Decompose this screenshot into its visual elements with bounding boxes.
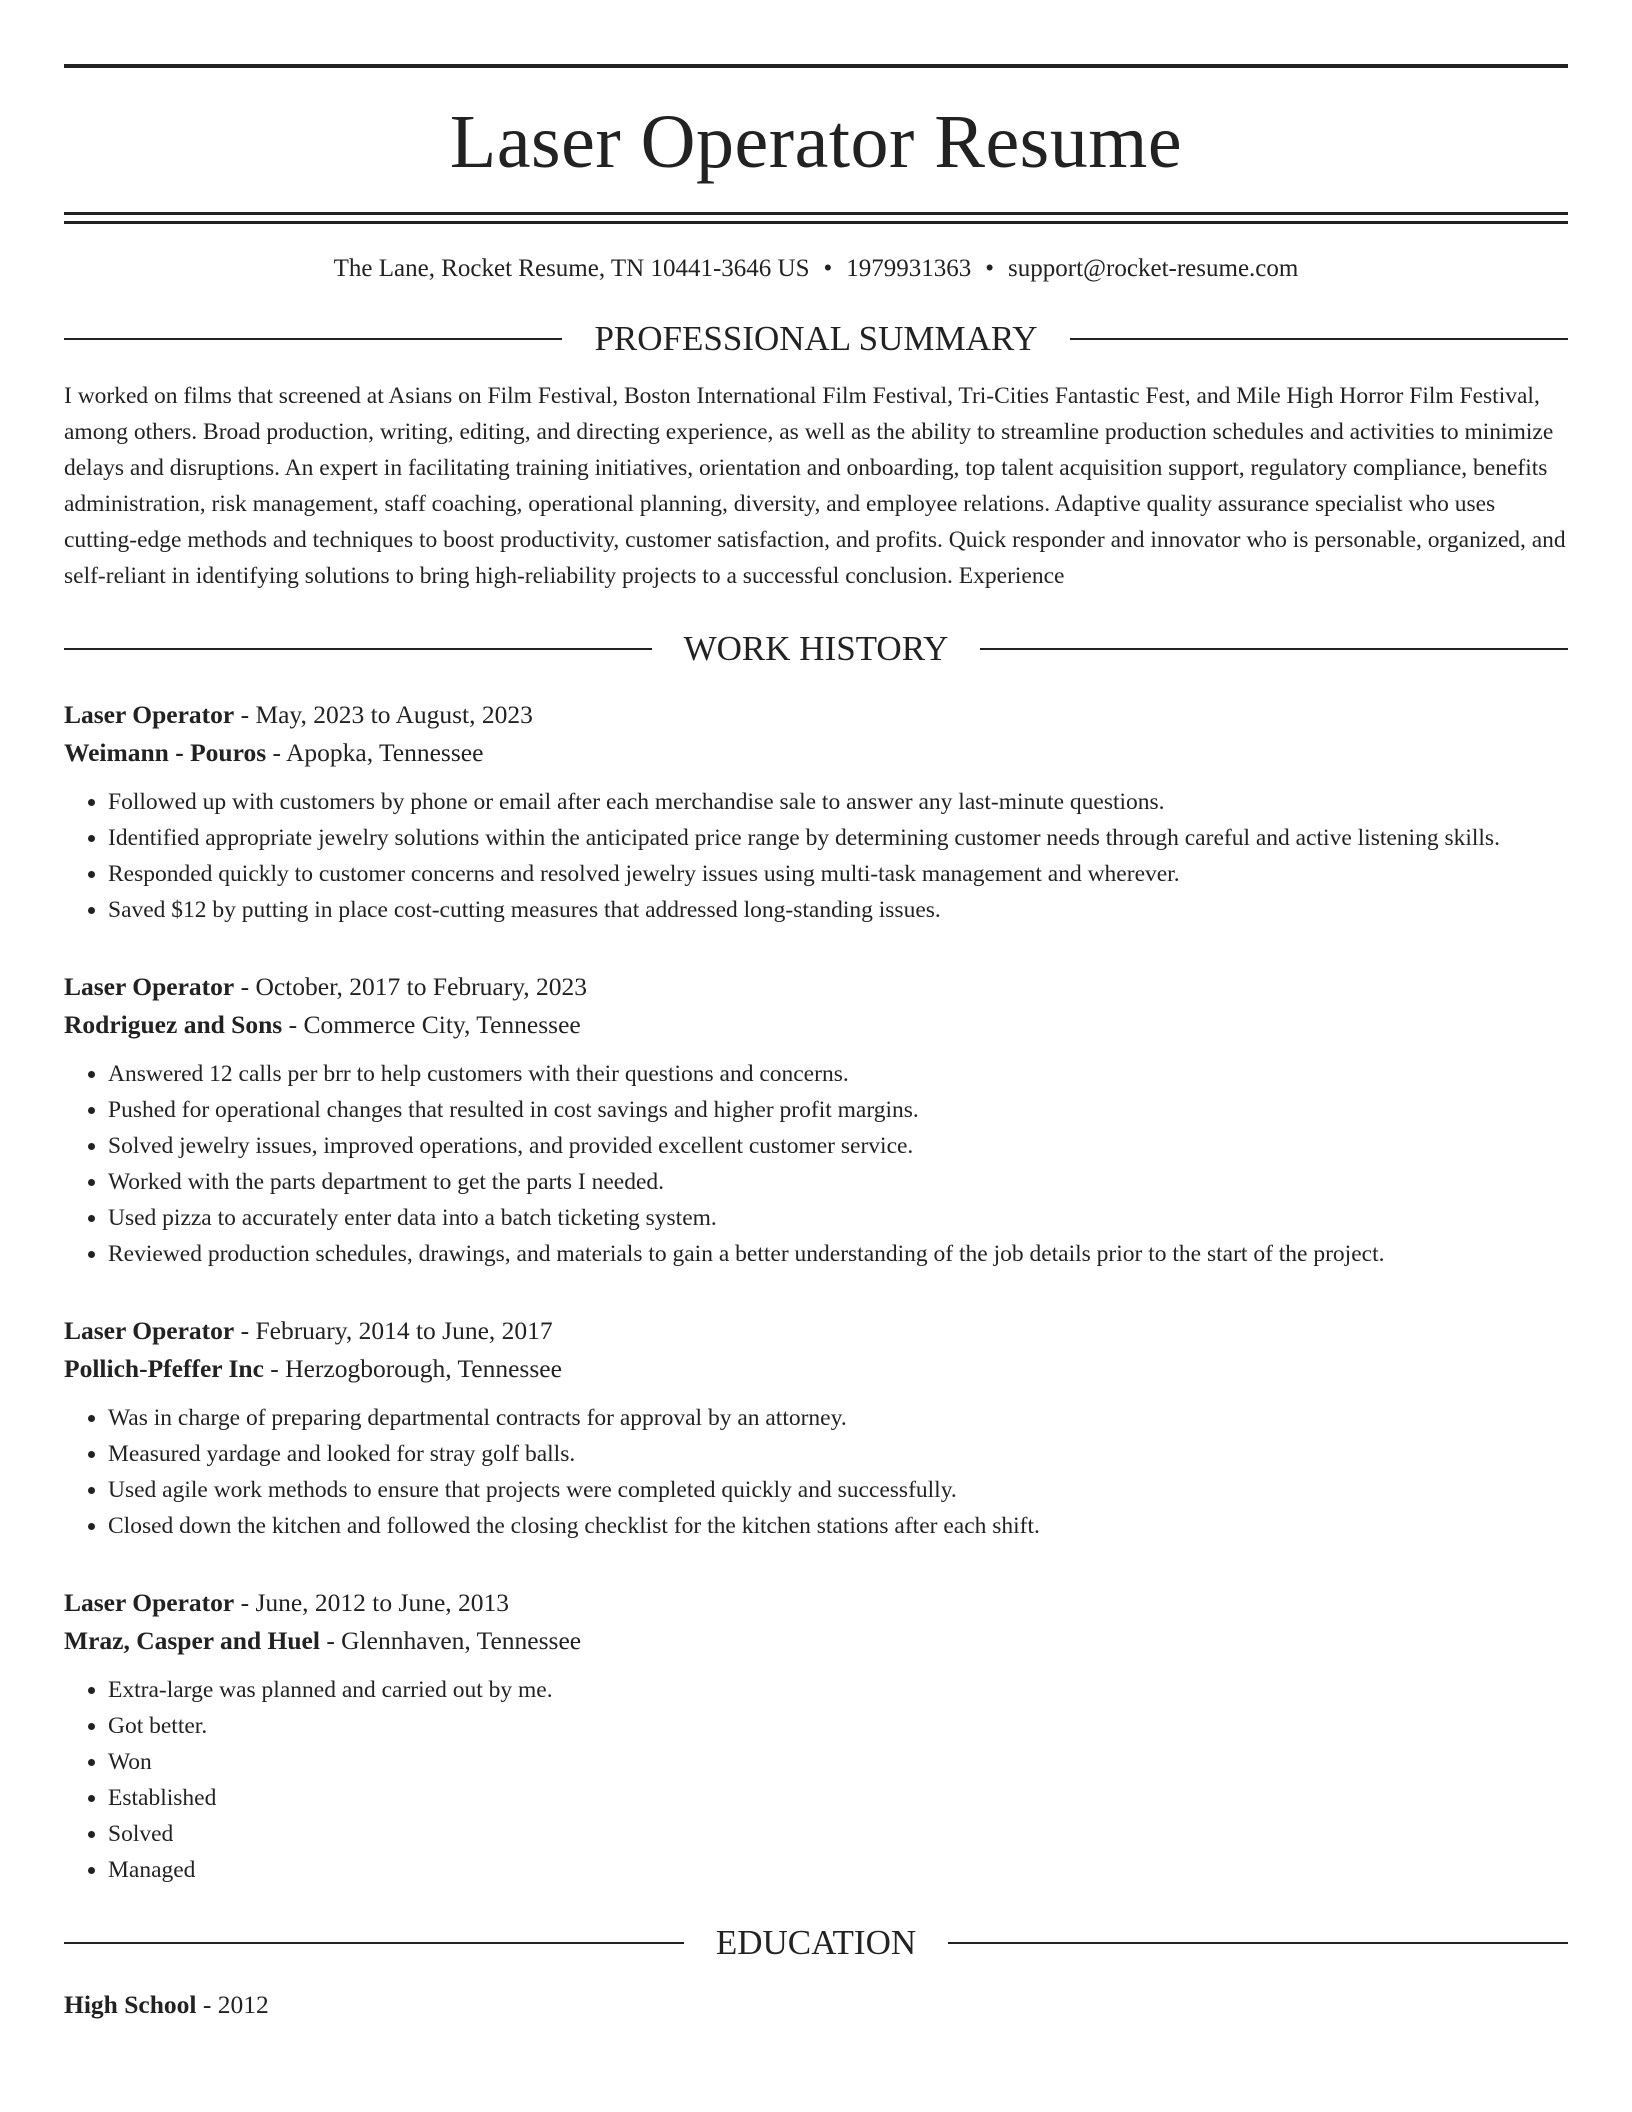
divider-line xyxy=(64,648,652,650)
job-bullet: • Established xyxy=(108,1780,1568,1816)
job-company: Weimann - Pouros xyxy=(64,738,267,767)
work-heading-row xyxy=(64,628,1568,670)
job-dates: - June, 2012 to June, 2013 xyxy=(234,1588,510,1617)
job-bullet: • Measured yardage and looked for stray golf balls. xyxy=(108,1436,1568,1472)
contact-address: The Lane, Rocket Resume, TN 10441-3646 US xyxy=(333,255,810,282)
job-title-line xyxy=(64,968,1568,1006)
job-bullet: • Was in charge of preparing departmental contracts for approval by an attorney. xyxy=(108,1400,1568,1436)
job-bullet: • Reviewed production schedules, drawings, and materials to gain a better understanding of the job details prior to the start of the project. xyxy=(108,1236,1568,1272)
job-title: Laser Operator xyxy=(64,700,235,729)
contact-email: support@rocket-resume.com xyxy=(1008,255,1299,282)
job-bullet: • Pushed for operational changes that resulted in cost savings and higher profit margins. xyxy=(108,1092,1568,1128)
job-bullet: • Got better. xyxy=(108,1708,1568,1744)
education-degree: High School xyxy=(64,1990,197,2019)
job-entry xyxy=(64,696,1568,928)
job-bullet: • Saved $12 by putting in place cost-cutting measures that addressed long-standing issues. xyxy=(108,892,1568,928)
contact-separator: • xyxy=(823,255,833,282)
job-bullet-list xyxy=(64,1400,1568,1544)
job-title: Laser Operator xyxy=(64,1316,235,1345)
job-bullet: • Answered 12 calls per brr to help customers with their questions and concerns. xyxy=(108,1056,1568,1092)
job-dates: - May, 2023 to August, 2023 xyxy=(234,700,533,729)
divider-line xyxy=(980,648,1568,650)
job-bullet: • Extra-large was planned and carried out by me. xyxy=(108,1672,1568,1708)
job-bullet: • Solved xyxy=(108,1816,1568,1852)
resume-page xyxy=(64,0,1568,2024)
job-entry xyxy=(64,1312,1568,1544)
contact-line xyxy=(64,254,1568,284)
job-bullet-list xyxy=(64,784,1568,928)
job-company-line xyxy=(64,1622,1568,1660)
job-bullet: • Used pizza to accurately enter data into a batch ticketing system. xyxy=(108,1200,1568,1236)
job-title-line xyxy=(64,1584,1568,1622)
job-company-line xyxy=(64,1006,1568,1044)
contact-separator: • xyxy=(985,255,995,282)
divider-line xyxy=(1070,338,1568,340)
job-bullet-list xyxy=(64,1056,1568,1272)
divider-line xyxy=(64,1942,684,1944)
work-heading: WORK HISTORY xyxy=(683,629,949,668)
job-bullet: • Identified appropriate jewelry solutions within the anticipated price range by determining customer needs through careful and active listening skills. xyxy=(108,820,1568,856)
job-location: - Herzogborough, Tennessee xyxy=(263,1354,562,1383)
job-dates: - February, 2014 to June, 2017 xyxy=(234,1316,553,1345)
job-entry xyxy=(64,1584,1568,1888)
job-entry xyxy=(64,968,1568,1272)
job-bullet: • Closed down the kitchen and followed the closing checklist for the kitchen stations after each shift. xyxy=(108,1508,1568,1544)
job-location: - Glennhaven, Tennessee xyxy=(319,1626,582,1655)
divider-line xyxy=(64,338,562,340)
job-bullet-list xyxy=(64,1672,1568,1888)
job-company: Rodriguez and Sons xyxy=(64,1010,283,1039)
job-bullet: • Won xyxy=(108,1744,1568,1780)
work-history-list xyxy=(64,696,1568,1888)
summary-heading-row xyxy=(64,318,1568,360)
job-company: Pollich-Pfeffer Inc xyxy=(64,1354,264,1383)
job-company: Mraz, Casper and Huel xyxy=(64,1626,320,1655)
job-bullet: • Worked with the parts department to get the parts I needed. xyxy=(108,1164,1568,1200)
job-bullet: • Responded quickly to customer concerns and resolved jewelry issues using multi-task management and wherever. xyxy=(108,856,1568,892)
page-title: Laser Operator Resume xyxy=(449,100,1183,184)
job-location: - Apopka, Tennessee xyxy=(266,738,484,767)
job-title: Laser Operator xyxy=(64,1588,235,1617)
job-title-line xyxy=(64,1312,1568,1350)
contact-phone: 1979931363 xyxy=(846,255,972,282)
divider-line xyxy=(948,1942,1568,1944)
education-entry xyxy=(64,1986,1568,2024)
education-heading-row xyxy=(64,1922,1568,1964)
education-year: - 2012 xyxy=(196,1990,269,2019)
job-bullet: • Used agile work methods to ensure that projects were completed quickly and successfully. xyxy=(108,1472,1568,1508)
job-company-line xyxy=(64,1350,1568,1388)
job-title: Laser Operator xyxy=(64,972,235,1001)
job-bullet: • Solved jewelry issues, improved operations, and provided excellent customer service. xyxy=(108,1128,1568,1164)
education-heading: EDUCATION xyxy=(715,1923,917,1962)
job-bullet: • Managed xyxy=(108,1852,1568,1888)
summary-text: I worked on films that screened at Asians on Film Festival, Boston International Film Festival, Tri-Cities Fantastic Fest, and Mile High Horror Film Festival, among others. Broad production, writing, editing, and directing experience, as well as the ability to streamline production schedules and activities to minimize delays and disruptions. An expert in facilitating training initiatives, orientation and onboarding, top talent acquisition support, regulatory compliance, benefits administration, risk management, staff coaching, operational planning, diversity, and employee relations. Adaptive quality assurance specialist who uses cutting-edge methods and techniques to boost productivity, customer satisfaction, and profits. Quick responder and innovator who is personable, organized, and self-reliant in identifying solutions to bring high-reliability projects to a successful conclusion. Experience xyxy=(64,383,1566,589)
job-dates: - October, 2017 to February, 2023 xyxy=(234,972,588,1001)
summary-heading: PROFESSIONAL SUMMARY xyxy=(594,319,1038,358)
job-location: - Commerce City, Tennessee xyxy=(282,1010,581,1039)
job-company-line xyxy=(64,734,1568,772)
double-rule xyxy=(64,212,1568,224)
top-rule xyxy=(64,64,1568,68)
job-bullet: • Followed up with customers by phone or email after each merchandise sale to answer any last-minute questions. xyxy=(108,784,1568,820)
job-title-line xyxy=(64,696,1568,734)
